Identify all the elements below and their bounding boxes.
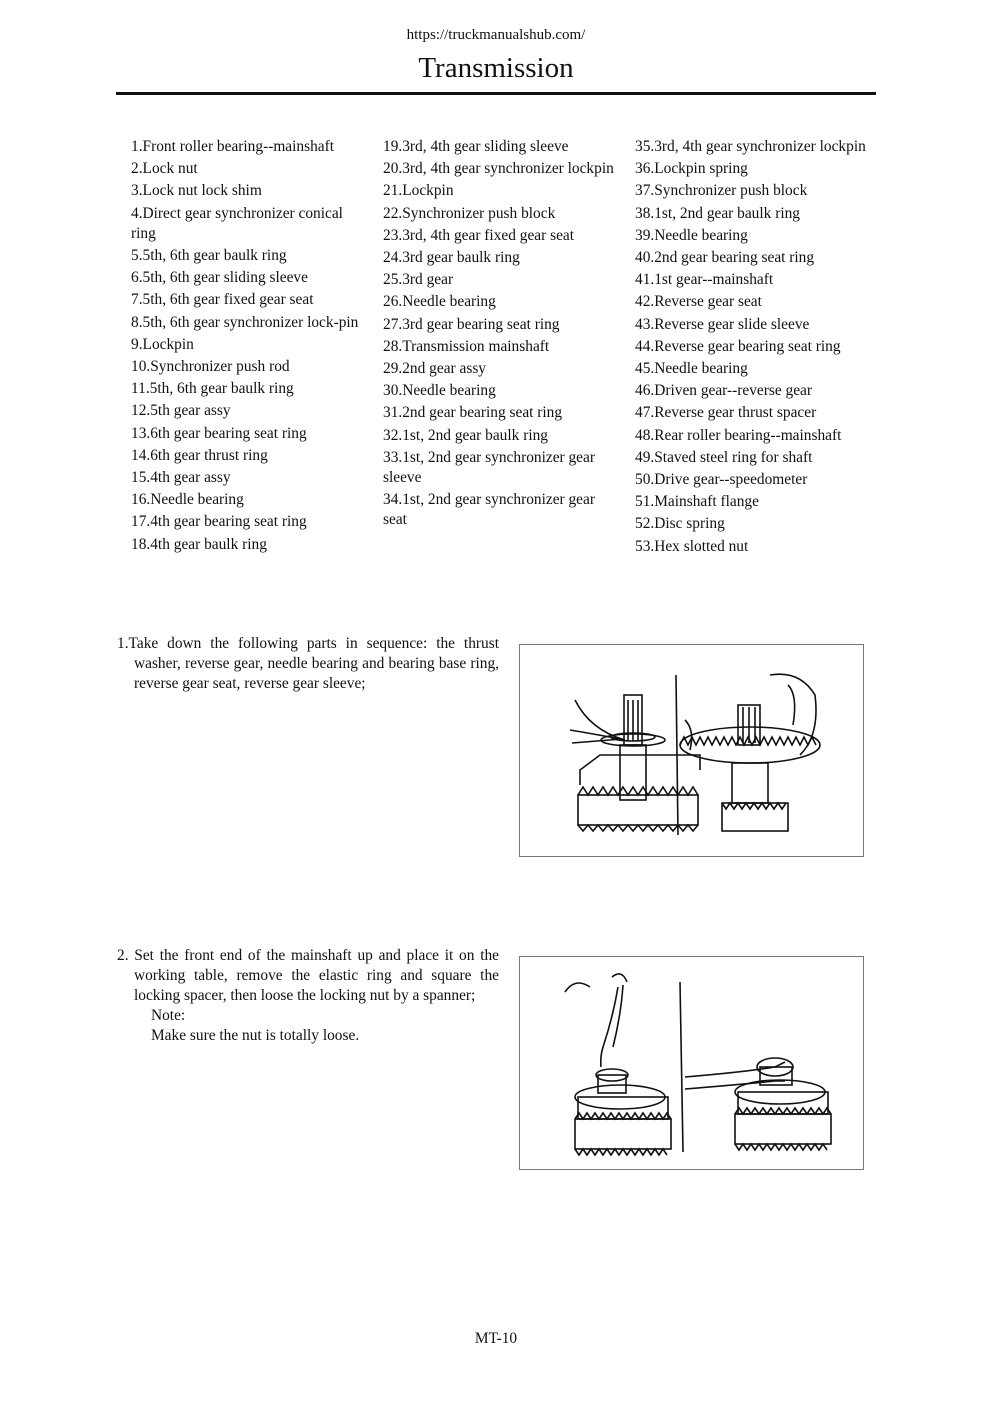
part-item: 49.Staved steel ring for shaft <box>635 448 813 466</box>
part-item: 9.Lockpin <box>131 335 194 353</box>
part-item: 30.Needle bearing <box>383 382 496 400</box>
part-item: 11.5th, 6th gear baulk ring <box>131 380 294 398</box>
part-item: 36.Lockpin spring <box>635 160 748 178</box>
part-item: 46.Driven gear--reverse gear <box>635 382 813 400</box>
part-item: 21.Lockpin <box>383 182 454 200</box>
note-label: Note: <box>151 1007 186 1024</box>
gear-removal-illustration <box>520 645 863 856</box>
part-item: 28.Transmission mainshaft <box>383 337 550 355</box>
part-item: 41.1st gear--mainshaft <box>635 271 774 289</box>
part-item: 26.Needle bearing <box>383 293 496 311</box>
part-item: 2.Lock nut <box>131 160 198 178</box>
part-item: 44.Reverse gear bearing seat ring <box>635 337 841 355</box>
part-item: 43.Reverse gear slide sleeve <box>635 315 810 333</box>
step-1-text: 1.Take down the following parts in sequence: the thrust washer, reverse gear, needle bearing and bearing base ring, reverse gear seat, reverse gear sleeve; <box>117 635 499 692</box>
part-item: 15.4th gear assy <box>131 469 231 487</box>
parts-list-column-1 <box>131 137 363 557</box>
step-1 <box>117 634 499 694</box>
page-title: Transmission <box>418 52 574 84</box>
part-item: 34.1st, 2nd gear synchronizer gear seat <box>383 491 595 529</box>
part-item: 37.Synchronizer push block <box>635 182 808 200</box>
part-item: 3.Lock nut lock shim <box>131 182 262 200</box>
part-item: 23.3rd, 4th gear fixed gear seat <box>383 226 575 244</box>
lock-nut-illustration <box>520 957 863 1169</box>
part-item: 18.4th gear baulk ring <box>131 535 267 553</box>
step-2-text: 2. Set the front end of the mainshaft up and place it on the working table, remove the elastic ring and square the locking spacer, then loose the locking nut by a spanner; <box>117 947 499 1004</box>
part-item: 40.2nd gear bearing seat ring <box>635 249 815 267</box>
part-item: 29.2nd gear assy <box>383 360 487 378</box>
part-item: 31.2nd gear bearing seat ring <box>383 404 563 422</box>
part-item: 22.Synchronizer push block <box>383 204 556 222</box>
part-item: 52.Disc spring <box>635 515 725 533</box>
part-item: 5.5th, 6th gear baulk ring <box>131 247 287 265</box>
step-2 <box>117 946 499 1046</box>
part-item: 47.Reverse gear thrust spacer <box>635 404 817 422</box>
part-item: 27.3rd gear bearing seat ring <box>383 315 560 333</box>
header-rule <box>116 92 876 95</box>
part-item: 1.Front roller bearing--mainshaft <box>131 138 335 155</box>
part-item: 6.5th, 6th gear sliding sleeve <box>131 269 308 287</box>
part-item: 51.Mainshaft flange <box>635 493 759 511</box>
part-item: 14.6th gear thrust ring <box>131 446 268 464</box>
part-item: 32.1st, 2nd gear baulk ring <box>383 426 548 444</box>
figure-remove-reverse-gear <box>519 644 864 857</box>
part-item: 10.Synchronizer push rod <box>131 358 290 376</box>
part-item: 25.3rd gear <box>383 271 454 289</box>
part-item: 4.Direct gear synchronizer conical ring <box>131 204 343 242</box>
note-text: Make sure the nut is totally loose. <box>151 1027 360 1044</box>
part-item: 53.Hex slotted nut <box>635 537 749 555</box>
header-url: https://truckmanualshub.com/ <box>406 27 586 43</box>
part-item: 16.Needle bearing <box>131 491 244 509</box>
parts-list-column-2 <box>383 137 615 533</box>
part-item: 24.3rd gear baulk ring <box>383 249 520 267</box>
part-item: 38.1st, 2nd gear baulk ring <box>635 204 800 222</box>
part-item: 13.6th gear bearing seat ring <box>131 424 307 442</box>
part-item: 50.Drive gear--speedometer <box>635 471 808 489</box>
part-item: 12.5th gear assy <box>131 402 231 420</box>
figure-loosen-lock-nut <box>519 956 864 1170</box>
part-item: 33.1st, 2nd gear synchronizer gear sleeve <box>383 448 595 487</box>
part-item: 7.5th, 6th gear fixed gear seat <box>131 291 314 309</box>
parts-list-column-3 <box>635 137 867 559</box>
part-item: 42.Reverse gear seat <box>635 293 762 311</box>
page-number: MT-10 <box>474 1330 518 1347</box>
part-item: 17.4th gear bearing seat ring <box>131 513 307 531</box>
part-item: 19.3rd, 4th gear sliding sleeve <box>383 138 569 155</box>
part-item: 48.Rear roller bearing--mainshaft <box>635 426 842 444</box>
part-item: 45.Needle bearing <box>635 360 748 378</box>
part-item: 8.5th, 6th gear synchronizer lock-pin <box>131 313 359 331</box>
part-item: 20.3rd, 4th gear synchronizer lockpin <box>383 160 614 178</box>
part-item: 39.Needle bearing <box>635 226 748 244</box>
part-item: 35.3rd, 4th gear synchronizer lockpin <box>635 138 866 155</box>
